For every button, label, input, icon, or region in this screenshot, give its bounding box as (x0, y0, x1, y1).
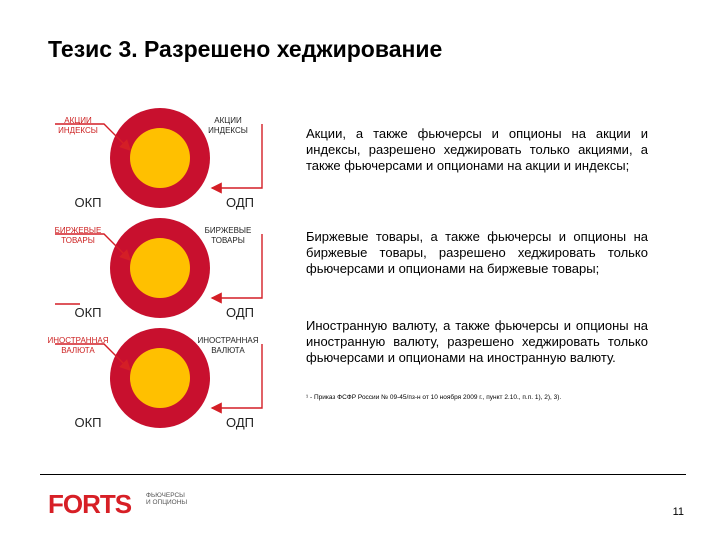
thesis-text-shares: Акции, а также фьючерсы и опционы на акции и индексы, разрешено хеджировать только акциями, а также фьючерсами и опционами на акции и индексы; (306, 126, 648, 173)
left-asset-label: БИРЖЕВЫЕ ТОВАРЫ (54, 226, 102, 245)
inner-circle (130, 348, 190, 408)
inner-circle (130, 238, 190, 298)
right-position-label: ОДП (226, 415, 254, 430)
left-position-label: ОКП (74, 415, 102, 430)
thesis-text-commodities: Биржевые товары, а также фьючерсы и опционы на биржевые товары, разрешено хеджировать только фьючерсами и опционами на биржевые товары; (306, 229, 648, 276)
page-number: 11 (672, 506, 684, 518)
inner-circle (130, 128, 190, 188)
right-asset-label: АКЦИИ ИНДЕКСЫ (208, 116, 248, 135)
left-position-label: ОКП (74, 195, 102, 210)
right-asset-label: ИНОСТРАННАЯ ВАЛЮТА (197, 336, 259, 355)
page-title: Тезис 3. Разрешено хеджирование (48, 36, 443, 62)
thesis-text-currency: Иностранную валюту, а также фьючерсы и опционы на иностранную валюту, разрешено хеджировать только фьючерсами и опционами на иностранную валюту. (306, 318, 648, 365)
left-position-label: ОКП (74, 305, 102, 320)
forts-logo-subtitle: ФЬЮЧЕРСЫ И ОПЦИОНЫ (146, 492, 188, 506)
footnote: ¹ - Приказ ФСФР России № 09-45/пз-н от 10 ноября 2009 г., пункт 2.10., п.п. 1), 2), 3). (306, 394, 562, 401)
left-asset-label: ИНОСТРАННАЯ ВАЛЮТА (47, 336, 109, 355)
right-position-label: ОДП (226, 195, 254, 210)
right-position-label: ОДП (226, 305, 254, 320)
footer-divider (40, 474, 686, 475)
right-asset-label: БИРЖЕВЫЕ ТОВАРЫ (204, 226, 252, 245)
left-asset-label: АКЦИИ ИНДЕКСЫ (58, 116, 98, 135)
forts-logo: FORTS (48, 489, 132, 519)
